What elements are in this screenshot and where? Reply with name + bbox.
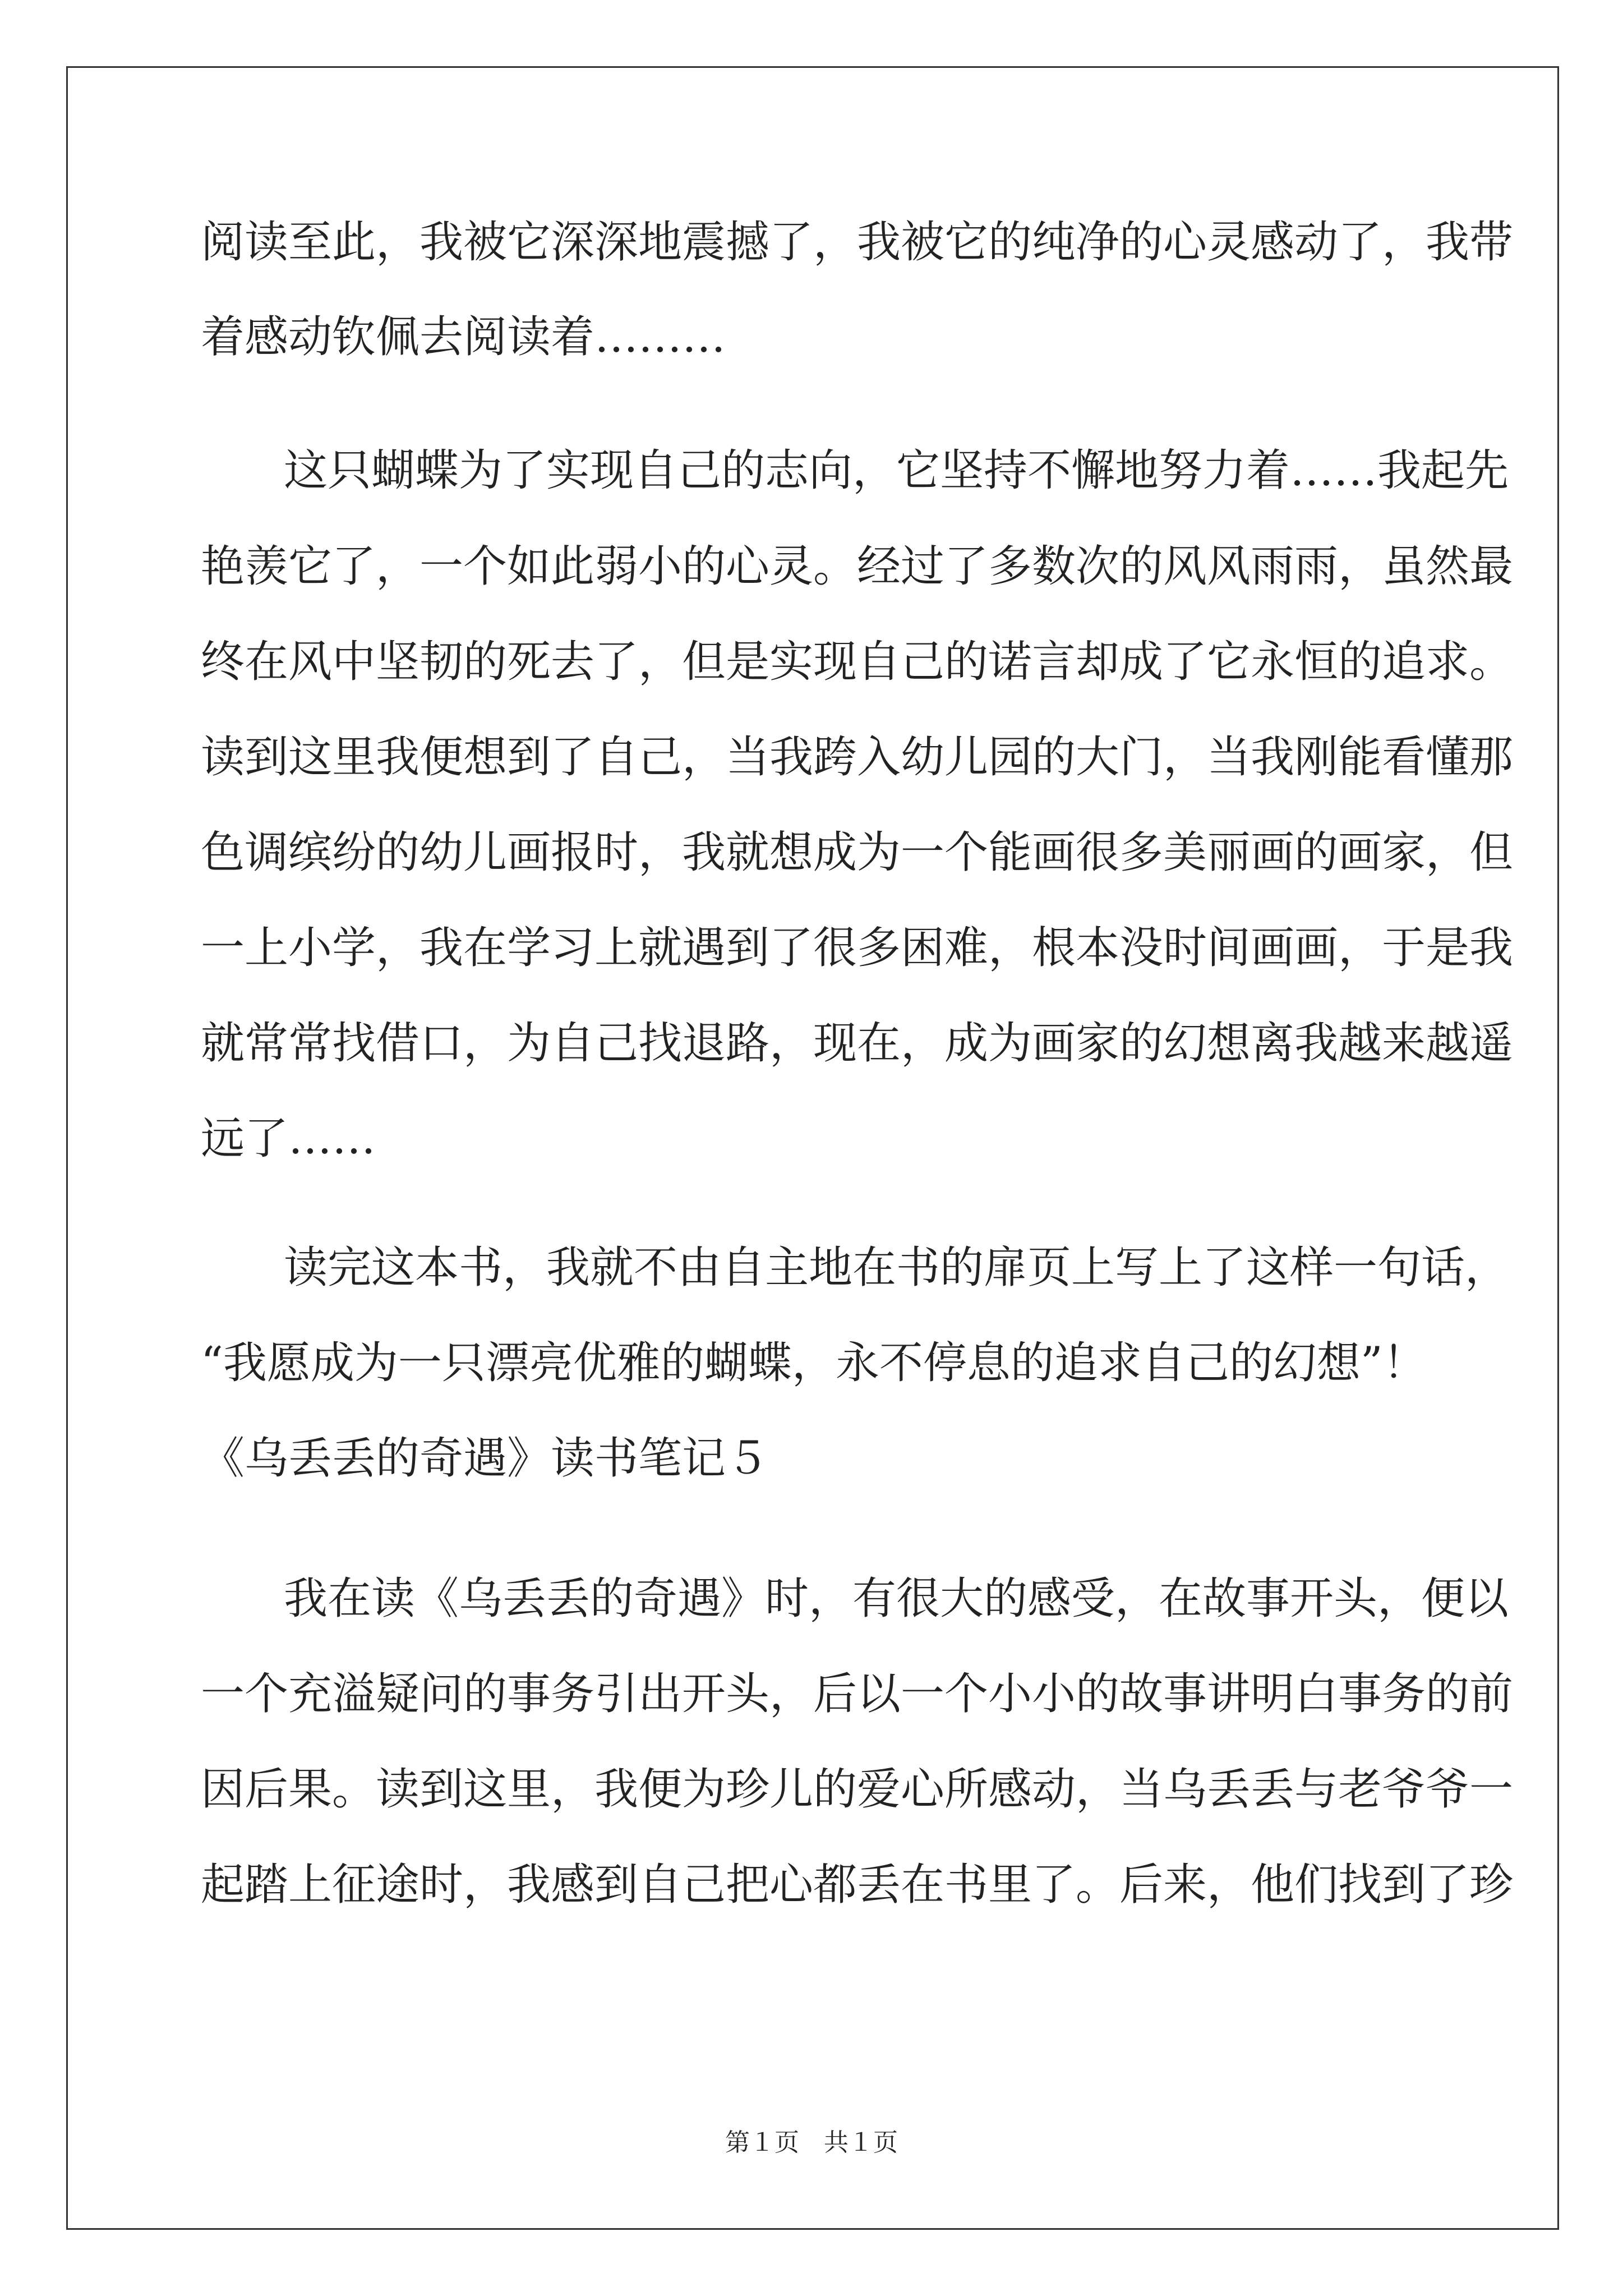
paragraph-first-line: 这只蝴蝶为了实现自己的志向，它坚持不懈地努力着……我起先 — [284, 445, 1509, 496]
text-line: 远了…… — [201, 1114, 376, 1164]
page-footer: 第１页 共１页 — [725, 2128, 898, 2157]
text-line: 就常常找借口，为自己找退路，现在，成为画家的幻想离我越来越遥 — [201, 1018, 1514, 1069]
section-heading: 《乌丢丢的奇遇》读书笔记５ — [201, 1433, 770, 1484]
paragraph-first-line: 我在读《乌丢丢的奇遇》时，有很大的感受，在故事开头，便以 — [284, 1573, 1509, 1624]
text-line: 起踏上征途时，我感到自己把心都丢在书里了。后来，他们找到了珍 — [201, 1860, 1514, 1910]
text-line: 读到这里我便想到了自己，当我跨入幼儿园的大门，当我刚能看懂那 — [201, 732, 1514, 783]
text-line: 一上小学，我在学习上就遇到了很多困难，根本没时间画画，于是我 — [201, 923, 1514, 973]
paragraph-first-line: 读完这本书，我就不由自主地在书的扉页上写上了这样一句话， — [284, 1243, 1509, 1293]
quote-line: “我愿成为一只漂亮优雅的蝴蝶，永不停息的追求自己的幻想”！ — [201, 1338, 1427, 1388]
text-line: 色调缤纷的幼儿画报时，我就想成为一个能画很多美丽画的画家，但 — [201, 827, 1514, 878]
text-line: 终在风中坚韧的死去了，但是实现自己的诺言却成了它永恒的追求。 — [201, 637, 1514, 687]
text-line: 因后果。读到这里，我便为珍儿的爱心所感动，当乌丢丢与老爷爷一 — [201, 1764, 1514, 1815]
text-line: 着感动钦佩去阅读着……… — [201, 312, 726, 362]
text-line: 艳羡它了，一个如此弱小的心灵。经过了多数次的风风雨雨，虽然最 — [201, 541, 1514, 592]
text-line: 阅读至此，我被它深深地震撼了，我被它的纯净的心灵感动了，我带 — [201, 217, 1514, 268]
text-line: 一个充溢疑问的事务引出开头，后以一个小小的故事讲明白事务的前 — [201, 1669, 1514, 1719]
